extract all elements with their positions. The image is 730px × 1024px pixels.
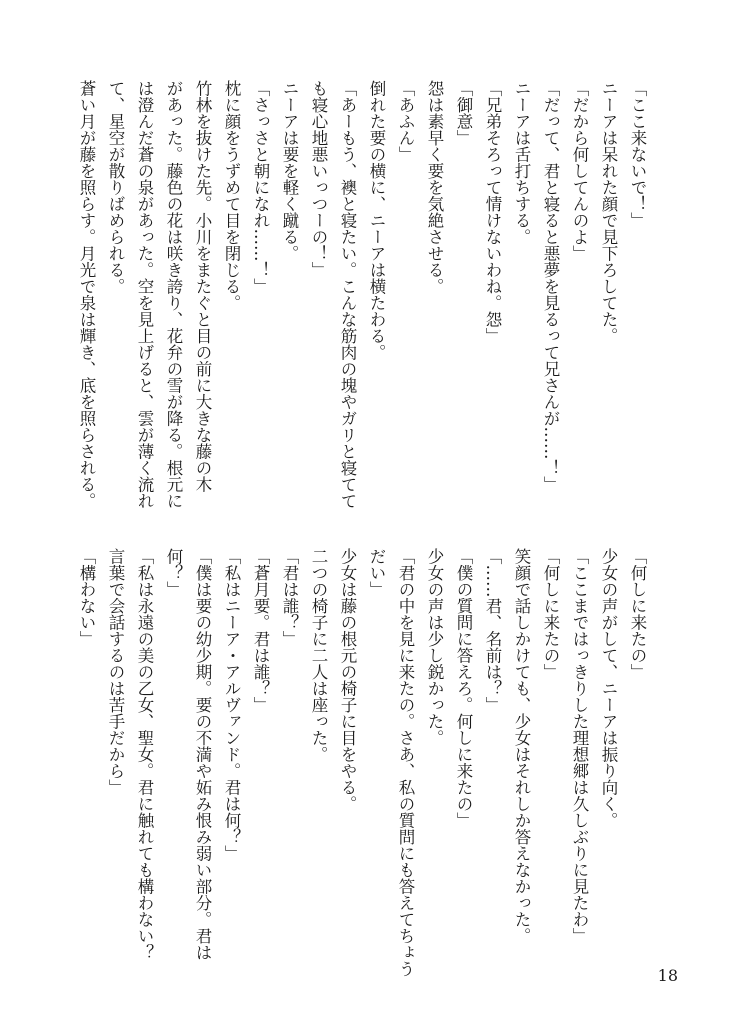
text-line: 「ここ来ないで！」: [628, 80, 647, 229]
text-line: 竹林を抜けた先。小川をまたぐと目の前に大きな藤の木: [193, 80, 212, 493]
text-line: 少女は藤の根元の椅子に目をやる。: [338, 548, 357, 812]
text-line: 何？」: [164, 548, 183, 598]
text-line: 笑顔で話しかけても、少女はそれしか答えなかった。: [512, 548, 531, 944]
lower-text-block: [72, 548, 652, 977]
text-line: 倒れた要の横に、ニーアは横たわる。: [367, 80, 386, 361]
text-line: 二つの椅子に二人は座った。: [309, 548, 328, 763]
text-line: 言葉で会話するのは苦手だから」: [106, 548, 125, 796]
text-line: 少女の声がして、ニーアは振り向く。: [599, 548, 618, 829]
text-line: 「あふん」: [396, 80, 415, 163]
text-line: 「何しに来たの」: [541, 548, 560, 680]
text-line: ニーアは要を軽く蹴る。: [280, 80, 299, 262]
text-line: て、星空が散りばめられる。: [106, 80, 125, 295]
text-line: も寝心地悪いっつーの！」: [309, 80, 328, 278]
text-line: 「構わない」: [77, 548, 96, 647]
text-line: 「兄弟そろって情けないわね。怨」: [483, 80, 502, 344]
text-line: 蒼い月が藤を照らす。月光で泉は輝き、底を照らされる。: [77, 80, 96, 509]
page-number: 18: [657, 966, 678, 985]
text-line: 「私は永遠の美の乙女、聖女。君に触れても構わない？: [135, 548, 154, 961]
text-line: だい」: [367, 548, 386, 598]
text-line: 少女の声は少し鋭かった。: [425, 548, 444, 746]
text-line: 「だって、君と寝ると悪夢を見るって兄さんが……！」: [541, 80, 560, 493]
text-line: 「蒼月要。君は誰？」: [251, 548, 270, 713]
upper-text-block: [72, 80, 652, 509]
text-line: があった。藤色の花は咲き誇り、花弁の雪が降る。根元に: [164, 80, 183, 509]
text-line: ニーアは舌打ちする。: [512, 80, 531, 245]
text-line: 「ここまではっきりした理想郷は久しぶりに見たわ」: [570, 548, 589, 944]
text-line: 枕に顔をうずめて目を閉じる。: [222, 80, 241, 311]
text-line: 「さっさと朝になれ……！」: [251, 80, 270, 295]
text-line: 「……君、名前は？」: [483, 548, 502, 713]
text-line: 「君は誰？」: [280, 548, 299, 647]
text-line: は澄んだ蒼の泉があった。空を見上げると、雲が薄く流れ: [135, 80, 154, 509]
text-line: 「あーもう、襖と寝たい。こんな筋肉の塊やガリと寝てて: [338, 80, 357, 509]
text-line: 「君の中を見に来たの。さあ、私の質問にも答えてちょう: [396, 548, 415, 977]
text-line: 「御意」: [454, 80, 473, 146]
text-line: 「私はニーア・アルヴァンド。君は何？」: [222, 548, 241, 862]
text-line: 「何しに来たの」: [628, 548, 647, 680]
text-line: 怨は素早く要を気絶させる。: [425, 80, 444, 295]
text-line: 「僕の質問に答えろ。何しに来たの」: [454, 548, 473, 829]
text-line: ニーアは呆れた顔で見下ろしてた。: [599, 80, 618, 344]
text-line: 「だから何してんのよ」: [570, 80, 589, 262]
text-line: 「僕は要の幼少期。要の不満や妬み恨み弱い部分。君は: [193, 548, 212, 961]
